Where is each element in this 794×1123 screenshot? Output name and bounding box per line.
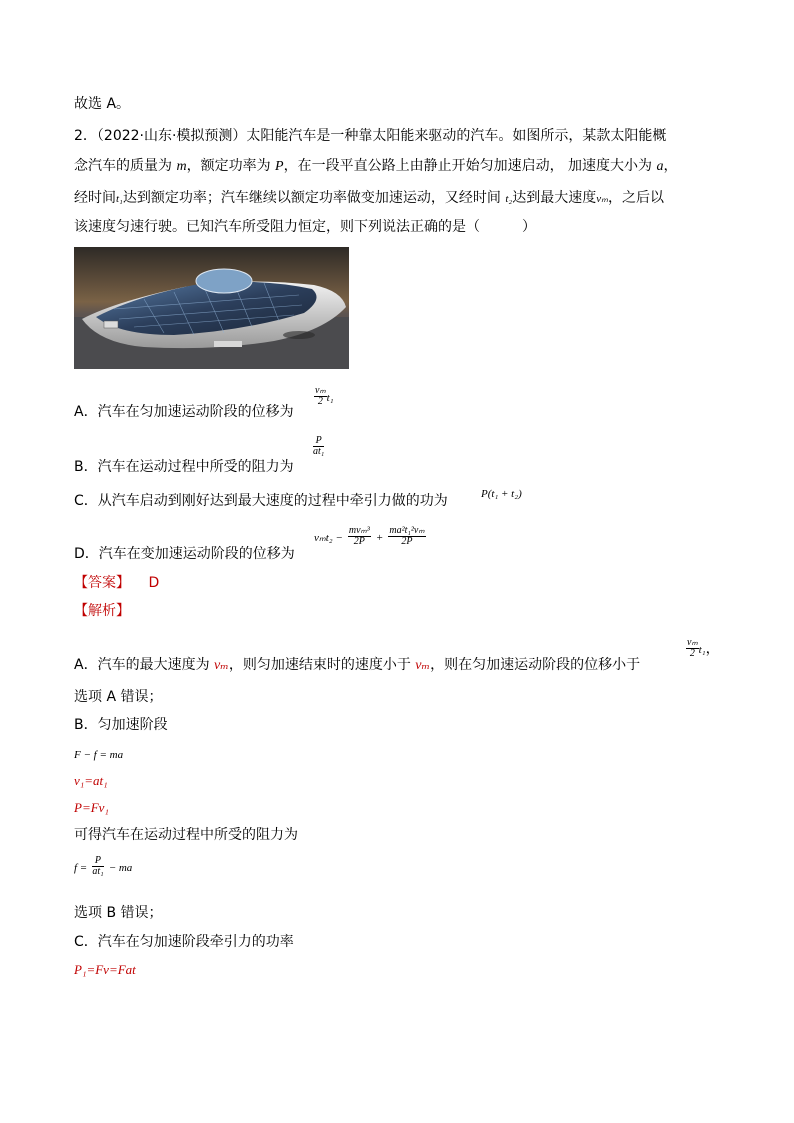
power-symbol: P [275,159,284,174]
solar-car-image [74,247,349,369]
option-c-text: C．从汽车启动到刚好达到最大速度的过程中牵引力做的功为 [74,493,448,509]
t1-symbol: t₁ [116,193,123,205]
option-a-formula [314,386,334,407]
solar-car-illustration [74,247,349,369]
analysis-a-line-2: 选项 A 错误； [74,689,163,705]
analysis-a-line-1 [74,656,640,675]
analysis-label: 【解析】 [74,603,130,619]
question-text: 达到最大速度 [512,190,597,206]
fraction [313,436,324,457]
fraction [314,386,327,407]
fraction [686,638,699,659]
fraction [92,856,103,877]
formula-tail: t₁ [698,644,706,656]
question-text: 达到额定功率；汽车继续以额定功率做变加速运动，又经时间 [122,190,506,206]
formula-tail: t₁ [326,392,334,404]
analysis-text: ，则匀加速结束时的速度小于 [228,657,416,673]
question-line-2 [74,157,678,176]
numerator: P [313,436,324,447]
question-text: ，之后以 [607,190,664,206]
answer-line [74,574,159,592]
analysis-b-line-2: 可得汽车在运动过程中所受的阻力为 [74,827,298,843]
answer-value: D [148,575,160,591]
numerator: ma²t₁²vₘ [389,525,425,536]
question-text: ，额定功率为 [186,158,276,174]
option-c [74,492,448,510]
mass-symbol: m [176,159,187,174]
fraction [348,526,371,547]
analysis-a-formula [686,638,720,659]
question-text: 经时间 [74,190,116,206]
analysis-text: ，则在匀加速运动阶段的位移小于 [430,657,641,673]
numerator: mvₘ³ [348,525,370,536]
vm-symbol: vₘ [214,658,229,673]
equation-4 [74,856,132,877]
numerator: vₘ [315,385,326,396]
question-text: 念汽车的质量为 [74,158,177,174]
option-d-text: D．汽车在变加速运动阶段的位移为 [74,546,295,562]
plus-sign: + [375,532,384,544]
question-line-4: 该速度匀速行驶。已知汽车所受阻力恒定，则下列说法正确的是（ ） [74,219,536,235]
option-b [74,458,294,476]
numerator: vₘ [687,637,698,648]
option-a [74,403,294,421]
denominator: 2 [689,648,695,659]
option-d [74,545,295,563]
denominator: at₁ [313,446,325,457]
vm-symbol: vₘ [415,658,431,673]
analysis-c-line-1: C．汽车在匀加速阶段牵引力的功率 [74,934,294,950]
option-d-formula [314,526,426,547]
question-text: ， [663,158,678,174]
accel-symbol: a [656,159,664,174]
option-b-text: B．汽车在运动过程中所受的阻力为 [74,459,294,475]
equation-1: F − f = ma [74,749,124,761]
equation-3: P=Fv₁ [74,800,109,815]
answer-label: 【答案】 [74,575,130,591]
denominator: 2P [401,536,413,547]
vm-symbol: vₘ [596,193,608,205]
equation-5: P₁=Fv=Fat [74,962,136,977]
equation-2: v₁=at₁ [74,773,108,788]
analysis-text: A．汽车的最大速度为 [74,657,215,673]
formula-lead: vₘt₂ − [314,532,343,544]
punctuation: ， [705,641,720,657]
fraction [388,526,425,547]
formula-tail: − ma [108,862,133,874]
question-line-3 [74,189,664,208]
question-text: ，在一段平直公路上由静止开始匀加速启动， 加速度大小为 [283,158,657,174]
t2-symbol: t₂ [505,193,513,205]
denominator: at₁ [92,866,104,877]
numerator: P [92,856,103,867]
option-a-text: A．汽车在匀加速运动阶段的位移为 [74,404,294,420]
option-b-formula [313,436,324,457]
denominator: 2P [353,536,365,547]
formula-lead: f = [74,862,88,874]
question-line-1: 2．（2022·山东·模拟预测）太阳能汽车是一种靠太阳能来驱动的汽车。如图所示，某款太阳能概 [74,128,667,144]
analysis-b-line-3: 选项 B 错误； [74,905,163,921]
analysis-b-line-1: B．匀加速阶段 [74,717,168,733]
denominator: 2 [317,396,323,407]
previous-answer: 故选 A。 [74,96,131,112]
option-c-formula: P(t₁ + t₂) [481,488,522,500]
